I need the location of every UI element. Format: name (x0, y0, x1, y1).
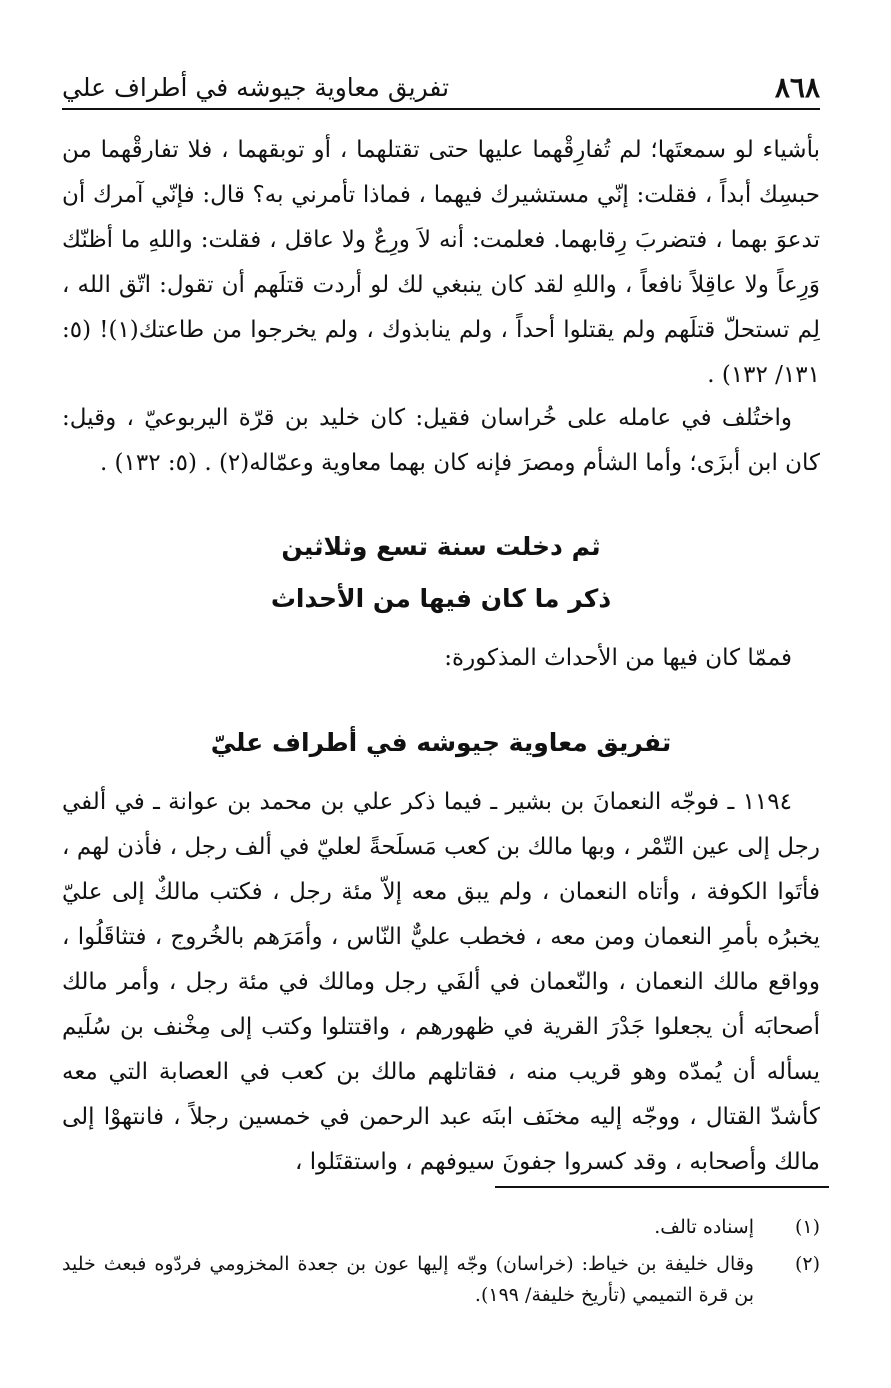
page-header (62, 62, 820, 110)
paragraph-3-block (62, 780, 820, 1185)
footnote-text: وقال خليفة بن خياط: (خراسان) وجّه إليها عون بن جعدة المخزومي فردّوه فبعث خليد بن قرة التميمي (تأريخ خليفة/ ١٩٩). (62, 1253, 754, 1306)
page-number: ٨٦٨ (774, 71, 820, 104)
intro-line-block (62, 636, 820, 681)
footnotes (62, 1212, 820, 1317)
chapter-heading: تفريق معاوية جيوشه في أطراف عليّ (210, 728, 672, 757)
paragraph-1: بأشياء لو سمعتَها؛ لم تُفارِقْهما عليها حتى تقتلهما ، أو توبقهما ، فلا تفارقْهما من حبسِك أبداً ، فقلت: إنّي مستشيرك فيهما ، فماذا تأمرني به؟ قال: فإنّي آمرك أن تدعوَ بهما ، فتضربَ رِقابهما. فعلمت: أنه لاَ ورِعٌ ولا عاقل ، فقلت: واللهِ ما أظنّك وَرِعاً ولا عاقِلاً نافعاً ، واللهِ لقد كان ينبغي لك لو أردت قتلَهم أن تقول: اتّق الله ، لِم تستحلّ قتلَهم ولم يقتلوا أحداً ، ولم ينابذوك ، ولم يخرجوا من طاعتك(١)! (٥: ١٣١/ ١٣٢) . (62, 137, 820, 388)
running-title: تفريق معاوية جيوشه في أطراف علي (62, 73, 450, 102)
footnote-number: (١) (794, 1216, 820, 1238)
footnote-number: (٢) (794, 1253, 820, 1275)
section-heading-year: ثم دخلت سنة تسع وثلاثين (281, 532, 601, 561)
section-heading-events: ذكر ما كان فيها من الأحداث (270, 584, 612, 613)
footnote-1 (62, 1212, 820, 1243)
intro-line: فممّا كان فيها من الأحداث المذكورة: (444, 645, 792, 671)
footnote-divider (495, 1186, 829, 1188)
paragraph-3: ١١٩٤ ـ فوجّه النعمانَ بن بشير ـ فيما ذكر علي بن محمد بن عوانة ـ في ألفي رجل إلى عين التّمْر ، وبها مالك بن كعب مَسلَحةً لعليّ في ألف رجل ، فأذن لهم ، فأتَوا الكوفة ، وأتاه النعمان ، ولم يبق معه إلاّ مئة رجل ، فكتب مالكٌ إلى عليّ يخبرُه بأمرِ النعمان ومن معه ، فخطب عليٌّ النّاس ، وأمَرَهم بالخُروج ، فتثاقَلُوا ، وواقع مالك النعمان ، والنّعمان في ألفَي رجل ومالك في مئة رجل ، وأمر مالك أصحابَه أن يجعلوا جَدْرَ القرية في ظهورهم ، واقتتلوا وكتب إلى مِخْنف بن سُلَيم يسأله أن يُمدّه وهو قريب منه ، فقاتلهم مالك بن كعب في العصابة التي معه كأشدّ القتال ، ووجّه إليه مخنَف ابنَه عبد الرحمن في خمسين رجلاً ، فانتهوْا إلى مالك وأصحابه ، وقد كسروا جفونَ سيوفهم ، واستقتَلوا ، (62, 789, 820, 1175)
footnote-text: إسناده تالف. (654, 1216, 754, 1238)
paragraph-2-block (62, 396, 820, 486)
footnote-2 (62, 1249, 820, 1311)
paragraph-1-block (62, 128, 820, 398)
paragraph-2: واختُلف في عامله على خُراسان فقيل: كان خليد بن قرّة اليربوعيّ ، وقيل: كان ابن أبزَى؛ وأما الشأم ومصرَ فإنه كان بهما معاوية وعمّاله(٢) . (٥: ١٣٢) . (62, 405, 820, 476)
